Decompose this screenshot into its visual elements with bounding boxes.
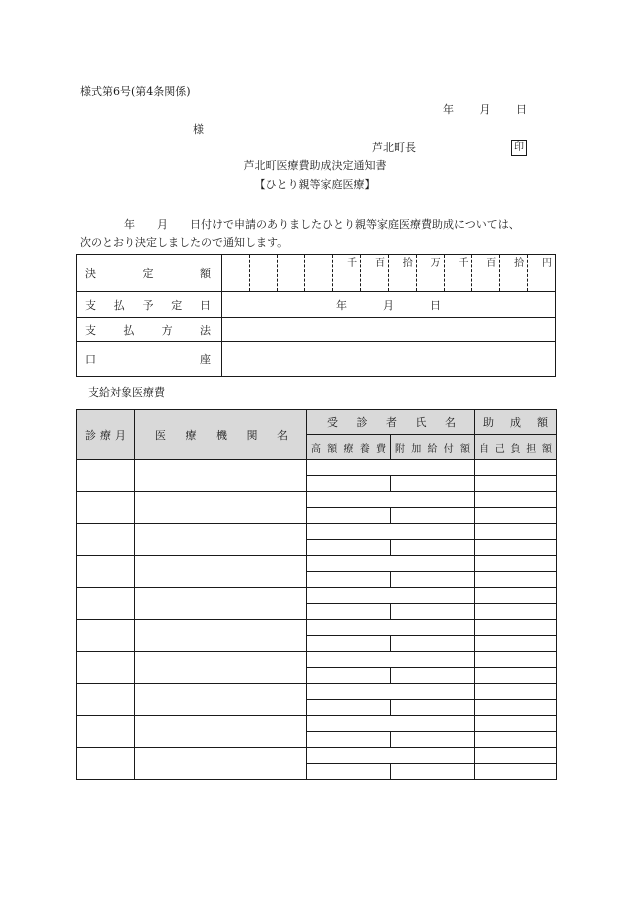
expense-institution-cell[interactable] [135,588,307,620]
expense-subsidy-cell[interactable] [475,716,557,732]
expense-patient-name-cell[interactable] [307,556,475,572]
expense-copay-cell[interactable] [475,764,557,780]
expense-copay-cell[interactable] [475,636,557,652]
expense-subsidy-cell[interactable] [475,524,557,540]
expense-row [77,748,557,764]
label-char: 額 [460,443,470,455]
expense-subsidy-cell[interactable] [475,652,557,668]
amount-unit: 百 [374,258,385,269]
expense-copay-cell[interactable] [475,668,557,684]
amount-digit-cell [417,255,445,291]
expense-additional-cell[interactable] [391,668,475,684]
amount-unit: 千 [347,258,358,269]
expense-row [77,460,557,476]
expense-month-cell[interactable] [77,684,135,716]
amount-unit: 円 [541,258,552,269]
decision-amount-label [77,255,222,292]
expense-body [77,460,557,780]
col-header-patient-name [307,410,475,435]
label-char: 費 [376,443,386,455]
expense-high-cost-cell[interactable] [307,540,391,556]
amount-unit: 拾 [514,258,525,269]
payment-date-row [77,292,556,318]
col-header-high-cost [307,435,391,460]
expense-row [77,524,557,540]
expense-row [77,684,557,700]
expense-additional-cell[interactable] [391,476,475,492]
label-char: 担 [526,443,537,455]
expense-row [77,716,557,732]
amount-digit-cell [361,255,389,291]
expense-copay-cell[interactable] [475,604,557,620]
expense-additional-cell[interactable] [391,540,475,556]
label-char: 法 [199,323,211,337]
expense-subsidy-cell[interactable] [475,588,557,604]
decision-amount-field[interactable] [222,255,556,292]
expense-institution-cell[interactable] [135,460,307,492]
expense-high-cost-cell[interactable] [307,732,391,748]
expense-table [76,409,557,780]
date-year-label: 年 [443,103,454,116]
label-char: 医 [155,428,166,442]
expense-patient-name-cell[interactable] [307,524,475,540]
col-header-month [77,410,135,460]
expense-copay-cell[interactable] [475,508,557,524]
label-char: 給 [427,443,438,455]
label-char: 診 [356,416,368,429]
expense-additional-cell[interactable] [391,700,475,716]
label-char: 日 [200,298,211,312]
label-char: 機 [216,428,227,442]
expense-copay-cell[interactable] [475,732,557,748]
payment-method-row [77,318,556,342]
expense-row [77,556,557,572]
expense-month-cell[interactable] [77,652,135,684]
body-text-line-2: 次のとおり決定しましたので通知します。 [80,236,289,249]
expense-patient-name-cell[interactable] [307,748,475,764]
expense-high-cost-cell[interactable] [307,604,391,620]
expense-high-cost-cell[interactable] [307,636,391,652]
expense-patient-name-cell[interactable] [307,588,475,604]
label-char: 名 [277,428,288,442]
expense-additional-cell[interactable] [391,764,475,780]
label-char: 療 [100,428,111,442]
body-text-line-1: 年 月 日付けで申請のありましたひとり親等家庭医療費助成については、 [124,218,520,231]
amount-unit: 百 [486,258,497,269]
label-char: 自 [479,443,489,455]
pay-date-year-label: 年 [336,298,347,312]
document-title: 芦北町医療費助成決定通知書 [243,159,387,172]
decision-table [76,254,556,377]
label-char: 助 [483,416,494,429]
bank-account-row [77,342,556,377]
expense-row [77,620,557,636]
label-char: 額 [537,416,548,429]
amount-unit: 拾 [402,258,413,269]
expense-subsidy-cell[interactable] [475,620,557,636]
expense-header-row-1 [77,410,557,435]
label-char: 高 [311,443,321,455]
decision-amount-row [77,255,556,292]
expense-patient-name-cell[interactable] [307,652,475,668]
label-char: 関 [246,428,258,442]
label-char: 額 [200,267,211,280]
expense-row [77,652,557,668]
label-char: 払 [123,323,135,337]
expense-institution-cell[interactable] [135,684,307,716]
date-day-label: 日 [516,103,527,116]
label-char: 受 [327,416,338,429]
label-char: 月 [115,428,126,442]
expense-month-cell[interactable] [77,588,135,620]
label-char: 定 [171,298,183,312]
label-char: 口 [85,353,96,366]
expense-subsidy-cell[interactable] [475,492,557,508]
col-header-subsidy [475,410,557,435]
seal-mark: 印 [511,140,527,156]
amount-digit-cell [528,255,555,291]
label-char: 額 [327,443,338,455]
expense-month-cell[interactable] [77,492,135,524]
label-char: 附 [395,443,405,455]
expense-high-cost-cell[interactable] [307,476,391,492]
expense-additional-cell[interactable] [391,572,475,588]
col-header-copay [475,435,557,460]
expense-month-cell[interactable] [77,620,135,652]
label-char: 療 [185,428,197,442]
label-char: 決 [85,267,96,280]
expense-subsidy-cell[interactable] [475,556,557,572]
addressee-suffix: 様 [193,123,204,136]
amount-digit-cell [305,255,333,291]
amount-digit-cell [445,255,473,291]
expense-month-cell[interactable] [77,748,135,780]
expense-month-cell[interactable] [77,524,135,556]
amount-digit-cell [472,255,500,291]
expense-subsidy-cell[interactable] [475,684,557,700]
amount-digit-cell [333,255,361,291]
expense-patient-name-cell[interactable] [307,716,475,732]
expense-month-cell[interactable] [77,716,135,748]
label-char: 加 [411,443,422,455]
expense-patient-name-cell[interactable] [307,492,475,508]
expense-additional-cell[interactable] [391,604,475,620]
expense-subsidy-cell[interactable] [475,748,557,764]
amount-digit-cells [222,255,555,291]
expense-row [77,492,557,508]
expense-patient-name-cell[interactable] [307,620,475,636]
label-char: 己 [494,443,505,455]
payment-date-field[interactable] [222,292,556,318]
amount-digit-cell [389,255,417,291]
expense-copay-cell[interactable] [475,540,557,556]
expense-patient-name-cell[interactable] [307,460,475,476]
expense-high-cost-cell[interactable] [307,508,391,524]
bank-account-field[interactable] [222,342,556,377]
expense-patient-name-cell[interactable] [307,684,475,700]
amount-digit-cell [250,255,278,291]
expense-institution-cell[interactable] [135,524,307,556]
expense-high-cost-cell[interactable] [307,764,391,780]
expense-copay-cell[interactable] [475,572,557,588]
label-char: 成 [510,416,521,429]
expense-institution-cell[interactable] [135,492,307,524]
payment-method-field[interactable] [222,318,556,342]
expense-month-cell[interactable] [77,556,135,588]
label-char: 氏 [415,416,427,429]
document-subtitle: 【ひとり親等家庭医療】 [254,178,376,191]
label-char: 者 [386,416,397,429]
expense-additional-cell[interactable] [391,636,475,652]
expense-high-cost-cell[interactable] [307,700,391,716]
amount-unit: 千 [458,258,469,269]
payment-date-label [77,292,222,318]
expense-institution-cell[interactable] [135,652,307,684]
pay-date-day-label: 日 [430,298,441,312]
amount-digit-cell [222,255,250,291]
label-char: 負 [510,443,521,455]
date-line [443,103,527,117]
payment-method-label [77,318,222,342]
amount-digit-cell [278,255,306,291]
label-char: 予 [142,298,154,312]
expense-copay-cell[interactable] [475,700,557,716]
section-heading: 支給対象医療費 [88,386,165,399]
expense-institution-cell[interactable] [135,556,307,588]
expense-high-cost-cell[interactable] [307,668,391,684]
label-char: 名 [445,416,456,429]
label-char: 療 [343,443,354,455]
label-char: 払 [113,298,125,312]
expense-copay-cell[interactable] [475,476,557,492]
expense-institution-cell[interactable] [135,748,307,780]
issuer-name: 芦北町長 [372,141,416,154]
label-char: 座 [200,353,211,366]
form-number: 様式第6号(第4条関係) [80,85,191,98]
label-char: 定 [142,267,154,280]
date-month-label: 月 [479,103,491,116]
amount-digit-cell [500,255,528,291]
expense-subsidy-cell[interactable] [475,460,557,476]
expense-row [77,588,557,604]
label-char: 付 [443,443,454,455]
bank-account-label [77,342,222,377]
col-header-institution [135,410,307,460]
label-char: 診 [85,428,96,442]
label-char: 養 [359,443,370,455]
label-char: 額 [542,443,552,455]
expense-high-cost-cell[interactable] [307,572,391,588]
label-char: 支 [85,323,96,337]
pay-date-month-label: 月 [383,298,394,312]
expense-additional-cell[interactable] [391,508,475,524]
label-char: 方 [161,323,173,337]
expense-month-cell[interactable] [77,460,135,492]
col-header-additional-benefit [391,435,475,460]
expense-institution-cell[interactable] [135,716,307,748]
expense-additional-cell[interactable] [391,732,475,748]
amount-unit: 万 [430,258,441,269]
label-char: 支 [85,298,96,312]
expense-institution-cell[interactable] [135,620,307,652]
